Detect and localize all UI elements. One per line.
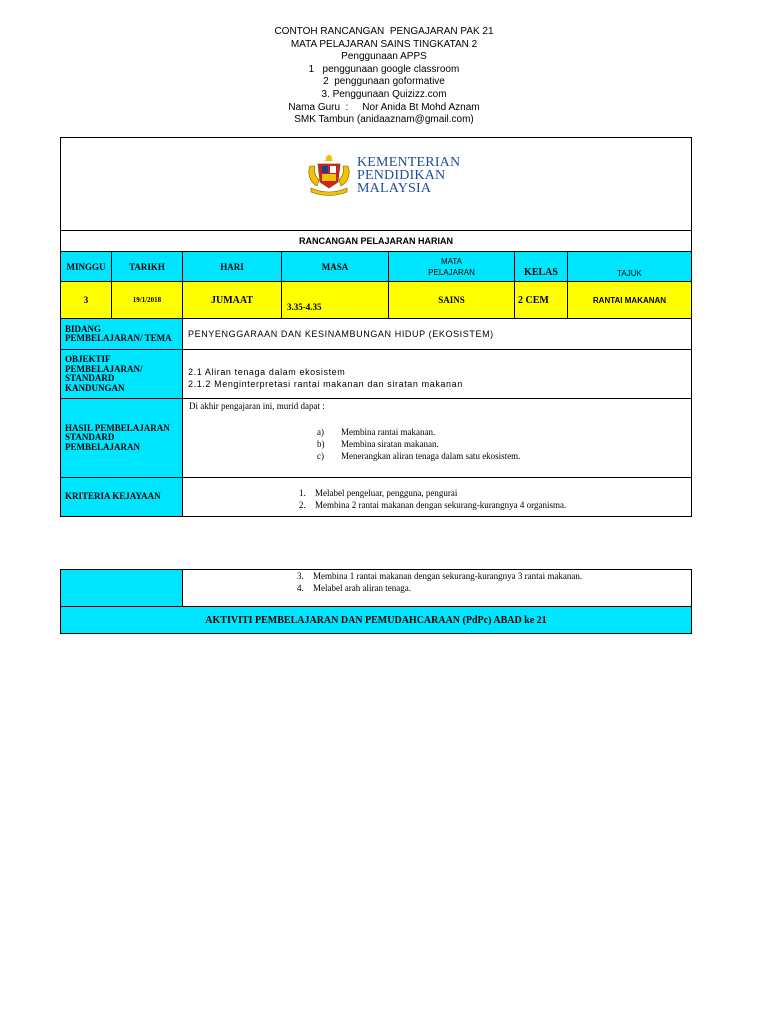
label-line: PEMBELAJARAN/ TEMA xyxy=(65,333,172,343)
list-marker: 1. xyxy=(299,487,306,498)
label-line: STANDARD xyxy=(65,373,115,383)
objektif-label xyxy=(61,350,183,399)
logo-wordmark xyxy=(357,156,460,195)
header-kelas xyxy=(515,252,568,282)
list-text: Melabel arah aliran tenaga. xyxy=(313,583,411,593)
header-line: Nama Guru : Nor Anida Bt Mohd Aznam xyxy=(288,101,480,113)
header-line: 2 penggunaan goformative xyxy=(323,76,445,88)
header-line: CONTOH RANCANGAN PENGAJARAN PAK 21 xyxy=(274,26,494,37)
aktiviti-heading: AKTIVITI PEMBELAJARAN DAN PEMUDAHCARAAN (PdPc) ABAD ke 21 xyxy=(61,607,692,634)
label-line: PEMBELAJARAN/ xyxy=(65,363,143,374)
header-minggu xyxy=(61,252,112,282)
kpm-logo xyxy=(305,152,465,202)
list-text: Membina 2 rantai makanan dengan sekurang-kurangnya 4 organisma. xyxy=(315,499,567,510)
list-marker: b) xyxy=(317,439,325,449)
list-marker: c) xyxy=(317,451,324,461)
value-mata-pelajaran: SAINS xyxy=(389,282,515,319)
document-header xyxy=(0,26,768,127)
header-line: 1 penggunaan google classroom xyxy=(308,63,460,75)
list-item xyxy=(297,570,691,582)
label-line: OBJEKTIF xyxy=(65,354,111,364)
header-label: TARIKH xyxy=(129,261,165,272)
value-tajuk: RANTAI MAKANAN xyxy=(568,282,692,319)
bidang-label xyxy=(61,319,183,350)
hasil-list xyxy=(189,426,691,462)
header-masa xyxy=(282,252,389,282)
list-text: Membina siratan makanan. xyxy=(341,439,439,449)
logo-line: KEMENTERIAN xyxy=(357,155,461,170)
hasil-label xyxy=(61,399,183,478)
header-label: MATA xyxy=(440,256,463,266)
list-marker: 3. xyxy=(297,571,304,581)
header-label: PELAJARAN xyxy=(428,267,475,277)
list-item xyxy=(297,582,691,594)
value-hari: JUMAAT xyxy=(183,282,282,319)
value-tarikh: 19/1/2018 xyxy=(112,282,183,319)
list-item xyxy=(317,438,691,450)
logo-line: PENDIDIKAN xyxy=(357,168,446,183)
header-tarikh xyxy=(112,252,183,282)
list-text: Menerangkan aliran tenaga dalam satu ekosistem. xyxy=(341,451,521,461)
header-line: Penggunaan APPS xyxy=(341,51,427,63)
list-marker: 2. xyxy=(299,499,306,510)
header-line: MATA PELAJARAN SAINS TINGKATAN 2 xyxy=(290,38,478,50)
lesson-plan-table-continued xyxy=(60,569,692,634)
list-item xyxy=(299,499,691,511)
header-line: 3. Penggunaan Quizizz.com xyxy=(321,88,447,100)
header-label: HARI xyxy=(220,261,244,272)
label-line: KANDUNGAN xyxy=(65,382,125,393)
value-kelas: 2 CEM xyxy=(515,282,568,319)
header-label: MASA xyxy=(321,261,349,272)
header-label: KELAS xyxy=(524,267,558,278)
header-tajuk: TAJUK xyxy=(568,252,692,282)
coat-of-arms-icon xyxy=(305,152,353,198)
list-text: Membina rantai makanan. xyxy=(341,427,436,437)
label-line: STANDARD xyxy=(65,432,115,443)
kriteria-label: KRITERIA KEJAYAAN xyxy=(61,478,183,517)
label-line: PEMBELAJARAN xyxy=(65,441,141,452)
kriteria-text xyxy=(183,478,692,517)
objektif-line: 2.1 Aliran tenaga dalam ekosistem xyxy=(188,367,346,377)
label-line: BIDANG xyxy=(65,323,102,334)
logo-cell xyxy=(61,138,692,231)
list-item xyxy=(317,450,691,462)
list-item xyxy=(299,487,691,499)
list-marker: 4. xyxy=(297,583,304,593)
header-label: MINGGU xyxy=(66,261,106,272)
hasil-text xyxy=(183,399,692,478)
list-marker: a) xyxy=(317,427,324,437)
bidang-text: PENYENGGARAAN DAN KESINAMBUNGAN HIDUP (EKOSISTEM) xyxy=(183,319,692,350)
list-text: Melabel pengeluar, pengguna, pengurai xyxy=(315,487,458,498)
logo-line: MALAYSIA xyxy=(357,181,432,196)
objektif-text xyxy=(183,350,692,399)
list-item xyxy=(317,426,691,438)
continued-label-cell xyxy=(61,570,183,607)
value-masa: 3.35-4.35 xyxy=(282,282,389,319)
header-hari xyxy=(183,252,282,282)
objektif-line: 2.1.2 Menginterpretasi rantai makanan dan siratan makanan xyxy=(188,379,463,389)
header-line: SMK Tambun (anidaaznam@gmail.com) xyxy=(294,114,474,126)
plan-title: RANCANGAN PELAJARAN HARIAN xyxy=(61,231,692,252)
hasil-intro: Di akhir pengajaran ini, murid dapat : xyxy=(189,401,325,411)
label-line: HASIL PEMBELAJARAN xyxy=(65,422,170,433)
lesson-plan-table xyxy=(60,137,692,517)
list-text: Membina 1 rantai makanan dengan sekurang-kurangnya 3 rantai makanan. xyxy=(313,571,583,581)
value-minggu: 3 xyxy=(61,282,112,319)
continued-criteria xyxy=(183,570,692,607)
header-mata-pelajaran xyxy=(389,252,515,282)
